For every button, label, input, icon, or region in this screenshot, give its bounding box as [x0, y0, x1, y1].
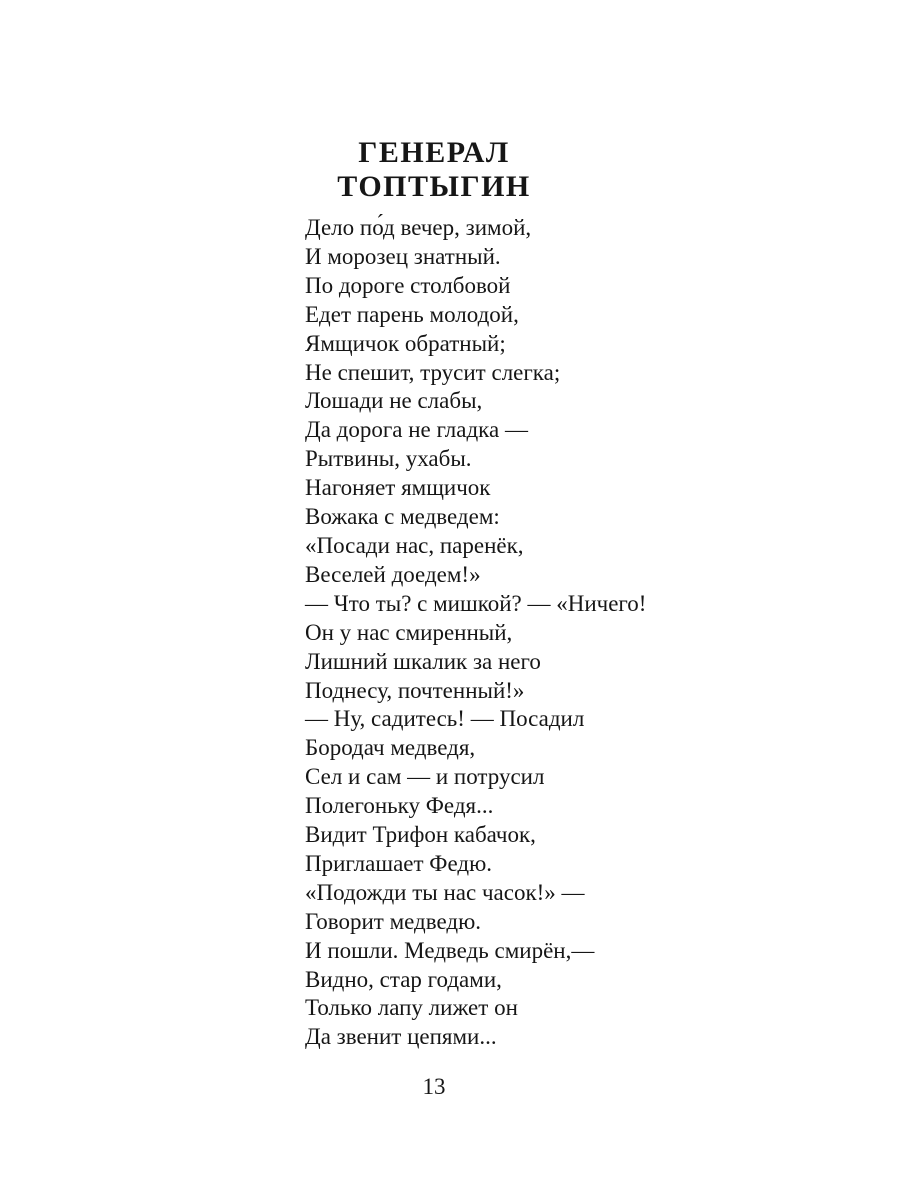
poem-line: Ямщичок обратный; [305, 330, 506, 356]
poem-line: Рытвины, ухабы. [305, 446, 472, 472]
poem-line: Вожака с медведем: [305, 504, 500, 530]
poem-line: Только лапу лижет он [305, 995, 518, 1021]
poem-title-line-1: ГЕНЕРАЛ [358, 136, 510, 169]
poem-line: И морозец знатный. [305, 243, 501, 269]
poem-line: «Подожди ты нас часок!» — [305, 879, 585, 905]
poem-line: Да звенит цепями... [305, 1024, 497, 1050]
poem-line: Поднесу, почтенный!» [305, 677, 525, 703]
poem-line: Сел и сам — и потрусил [305, 764, 545, 790]
poem-line: Говорит медведю. [305, 908, 482, 934]
poem-line: Лошади не слабы, [305, 388, 483, 414]
poem-title [0, 136, 868, 204]
poem-line: Бородач медведя, [305, 735, 476, 761]
poem-line: Едет парень молодой, [305, 301, 519, 327]
poem-line: Он у нас смиренный, [305, 619, 513, 645]
poem-line: «Посади нас, паренёк, [305, 532, 524, 558]
poem-line: Полегоньку Федя... [305, 793, 494, 819]
poem-title-line-2: ТОПТЫГИН [337, 170, 531, 203]
poem-line: Лишний шкалик за него [305, 648, 541, 674]
poem-line: Веселей доедем!» [305, 561, 481, 587]
poem-line: — Что ты? с мишкой? — «Ничего! [305, 590, 647, 616]
poem-line: Видит Трифон кабачок, [305, 822, 536, 848]
poem-line: Дело по́д вечер, зимой, [305, 215, 532, 240]
poem-line: — Ну, садитесь! — Посадил [305, 706, 585, 732]
poem-line: Да дорога не гладка — [305, 417, 528, 443]
poem-line: Не спешит, трусит слегка; [305, 359, 561, 385]
poem-line: Приглашает Федю. [305, 850, 493, 876]
poem-line: Нагоняет ямщичок [305, 475, 491, 501]
poem-line: И пошли. Медведь смирён,— [305, 937, 595, 963]
poem-line: Видно, стар годами, [305, 966, 502, 992]
poem-text [305, 214, 646, 1052]
page-number: 13 [422, 1074, 446, 1099]
poem-line: По дороге столбовой [305, 272, 511, 298]
